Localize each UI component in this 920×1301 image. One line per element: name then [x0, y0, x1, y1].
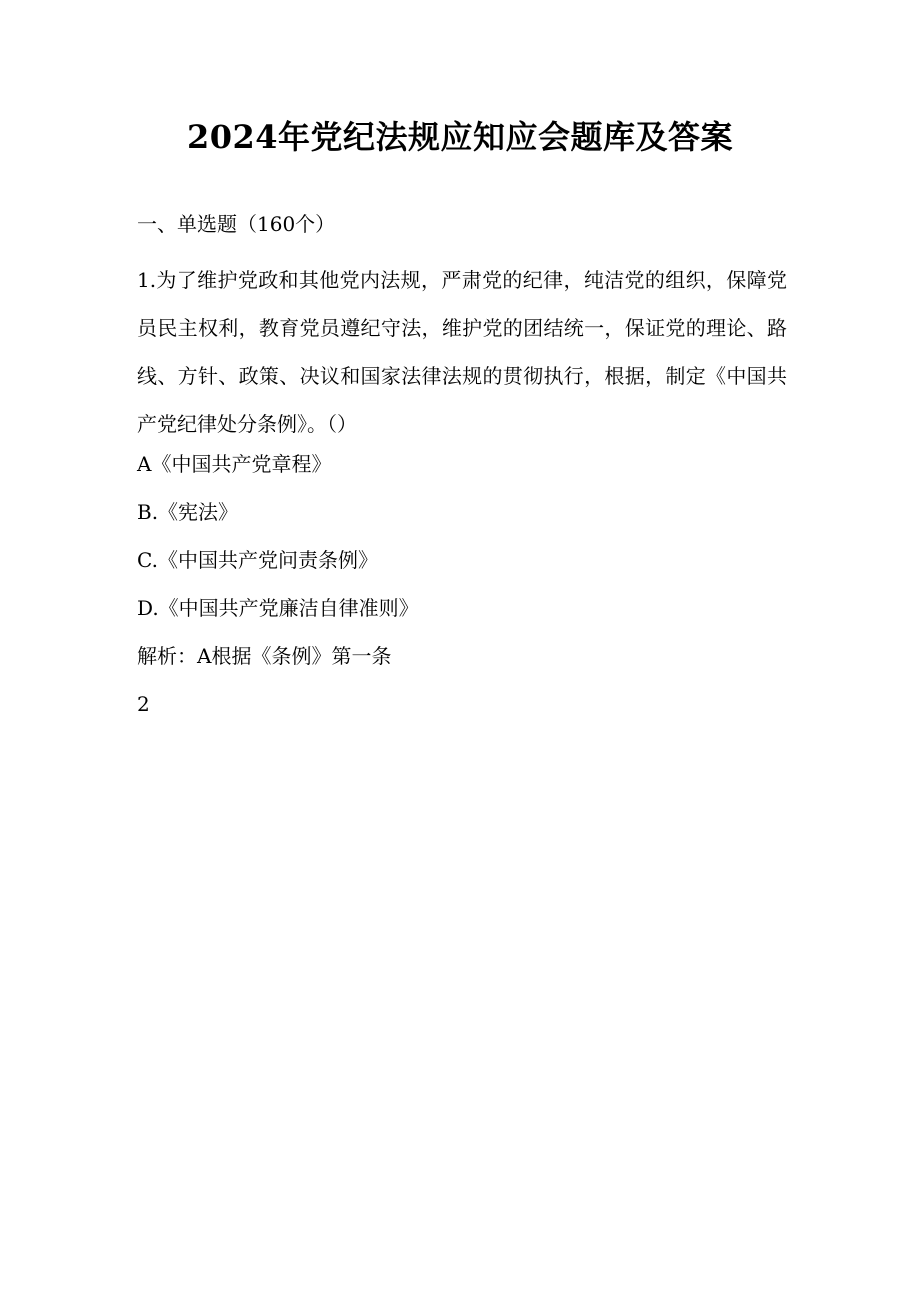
document-content: [137, 208, 787, 736]
option-a: A《中国共产党章程》: [137, 452, 332, 476]
document-title: 2024年党纪法规应知应会题库及答案: [186, 118, 734, 156]
section-heading: 一、单选题（160个）: [137, 212, 336, 236]
answer-analysis: 解析：A根据《条例》第一条: [137, 644, 392, 668]
question-stem: 1.为了维护党政和其他党内法规，严肃党的纪律，纯洁党的组织，保障党员民主权利，教育党员遵纪守法，维护党的团结统一，保证党的理论、路线、方针、政策、决议和国家法律法规的贯彻执行，根据，制定《中国共产党纪律处分条例》。（）: [137, 268, 787, 436]
option-b: B.《宪法》: [137, 500, 239, 524]
question-block-1: [137, 256, 787, 672]
option-c: C.《中国共产党问责条例》: [137, 548, 378, 572]
option-d: D.《中国共产党廉洁自律准则》: [137, 596, 419, 620]
next-question-number: 2: [137, 692, 150, 716]
